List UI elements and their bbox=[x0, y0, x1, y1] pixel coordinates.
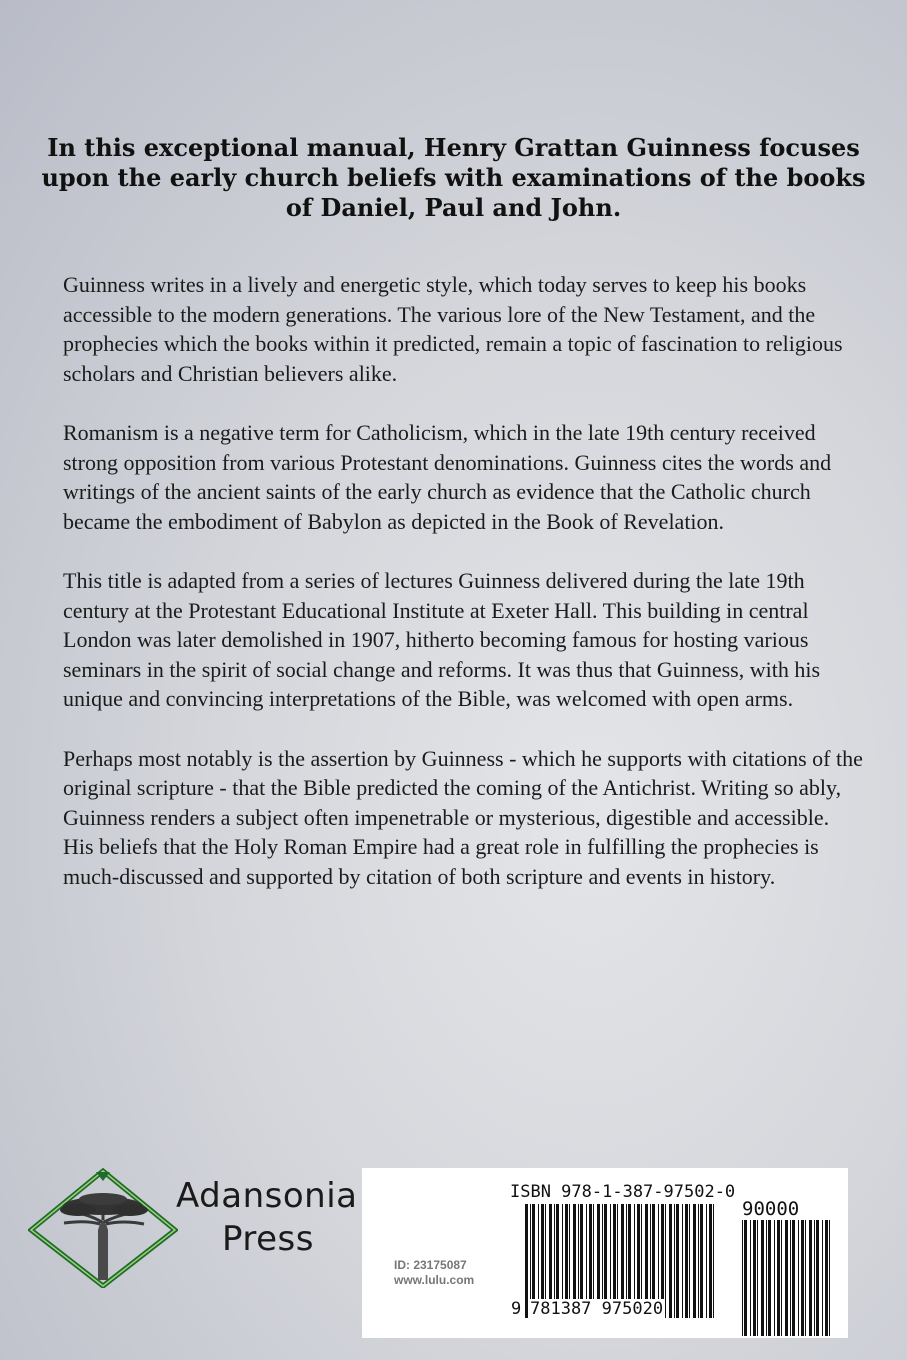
barcode-bar bbox=[766, 1220, 767, 1336]
paragraph-3: This title is adapted from a series of lectures Guinness delivered during the late 19th century at the Protestant Educational Institute at Exeter Hall. This building in central London was later demolished in 1907, hitherto becoming famous for hosting various seminars in the spirit of social change and reforms. It was thus that Guinness, with his unique and convincing interpretations of the Bible, was welcomed with open arms. bbox=[63, 568, 821, 711]
print-id bbox=[394, 1258, 474, 1288]
barcode-bar bbox=[689, 1204, 690, 1318]
barcode-bar bbox=[676, 1204, 679, 1318]
barcode-bar bbox=[809, 1220, 812, 1336]
barcode-bar bbox=[744, 1220, 747, 1336]
barcode-bar bbox=[814, 1220, 815, 1336]
print-id-line: ID: 23175087 bbox=[394, 1258, 467, 1272]
barcode-bar bbox=[685, 1204, 688, 1318]
description bbox=[63, 270, 863, 921]
publisher-name bbox=[176, 1175, 357, 1261]
barcode-bar bbox=[785, 1220, 788, 1336]
barcode-bar bbox=[805, 1220, 806, 1336]
barcode-bar bbox=[798, 1220, 799, 1336]
barcode-bar bbox=[693, 1204, 696, 1318]
isbn-label: ISBN 978-1-387-97502-0 bbox=[510, 1182, 736, 1202]
barcode-bar bbox=[698, 1204, 699, 1318]
barcode-digit-first: 9 bbox=[511, 1299, 522, 1319]
barcode-bar bbox=[742, 1220, 743, 1336]
barcode-bar bbox=[777, 1220, 780, 1336]
barcode-bar bbox=[669, 1204, 672, 1318]
barcode-digits: 781387 975020 bbox=[530, 1299, 664, 1319]
barcode-bar bbox=[709, 1204, 712, 1318]
barcode-bar bbox=[790, 1220, 791, 1336]
barcode-panel bbox=[362, 1168, 848, 1338]
barcode-bar bbox=[801, 1220, 804, 1336]
baobab-tree-diamond-icon bbox=[28, 1168, 178, 1288]
publisher-line-1: Adansonia bbox=[176, 1176, 358, 1216]
barcode-bar bbox=[713, 1204, 714, 1318]
barcode-bar bbox=[700, 1204, 703, 1318]
price-code: 90000 bbox=[742, 1198, 800, 1220]
headline: In this exceptional manual, Henry Grattan Guinness focuses upon the early church beliefs with examinations of the books of Daniel, Paul and John. bbox=[41, 133, 866, 222]
barcode-bar bbox=[682, 1204, 683, 1318]
barcode-bar bbox=[822, 1220, 823, 1336]
barcode-bar bbox=[753, 1220, 756, 1336]
barcode-bar bbox=[674, 1204, 675, 1318]
barcode-bar bbox=[781, 1220, 782, 1336]
barcode-bar bbox=[750, 1220, 751, 1336]
paragraph-2: Romanism is a negative term for Catholicism, which in the late 19th century received strong opposition from various Protestant denominations. Guinness cites the words and writings of the ancient saints of the early church as evidence that the Catholic church became the embodiment of Babylon as depicted in the Book of Revelation. bbox=[63, 420, 832, 534]
publisher-line-2: Press bbox=[222, 1219, 314, 1259]
barcode-bar bbox=[816, 1220, 819, 1336]
barcode-bar bbox=[757, 1220, 758, 1336]
barcode-bar bbox=[825, 1220, 828, 1336]
barcode-bar bbox=[774, 1220, 775, 1336]
barcode-bar bbox=[761, 1220, 764, 1336]
barcode-bar bbox=[665, 1204, 666, 1318]
paragraph-4: Perhaps most notably is the assertion by Guinness - which he supports with citations of the original scripture - that the Bible predicted the coming of the Antichrist. Writing so ably, Guinness renders a subject often impenetrable or mysterious, digestible and accessible. His beliefs that the Holy Roman Empire had a great role in fulfilling the prophecies is much-discussed and supported by citation of both scripture and events in history. bbox=[63, 745, 863, 889]
barcode-bar bbox=[768, 1220, 771, 1336]
barcode-bar bbox=[706, 1204, 707, 1318]
barcode-bar bbox=[829, 1220, 830, 1336]
barcode-bar bbox=[792, 1220, 795, 1336]
print-url-line: www.lulu.com bbox=[394, 1273, 475, 1287]
paragraph-1: Guinness writes in a lively and energetic style, which today serves to keep his books accessible to the modern generations. The various lore of the New Testament, and the prophecies which the books within it predicted, remain a topic of fascination to religious scholars and Christian believers alike. bbox=[63, 272, 843, 386]
